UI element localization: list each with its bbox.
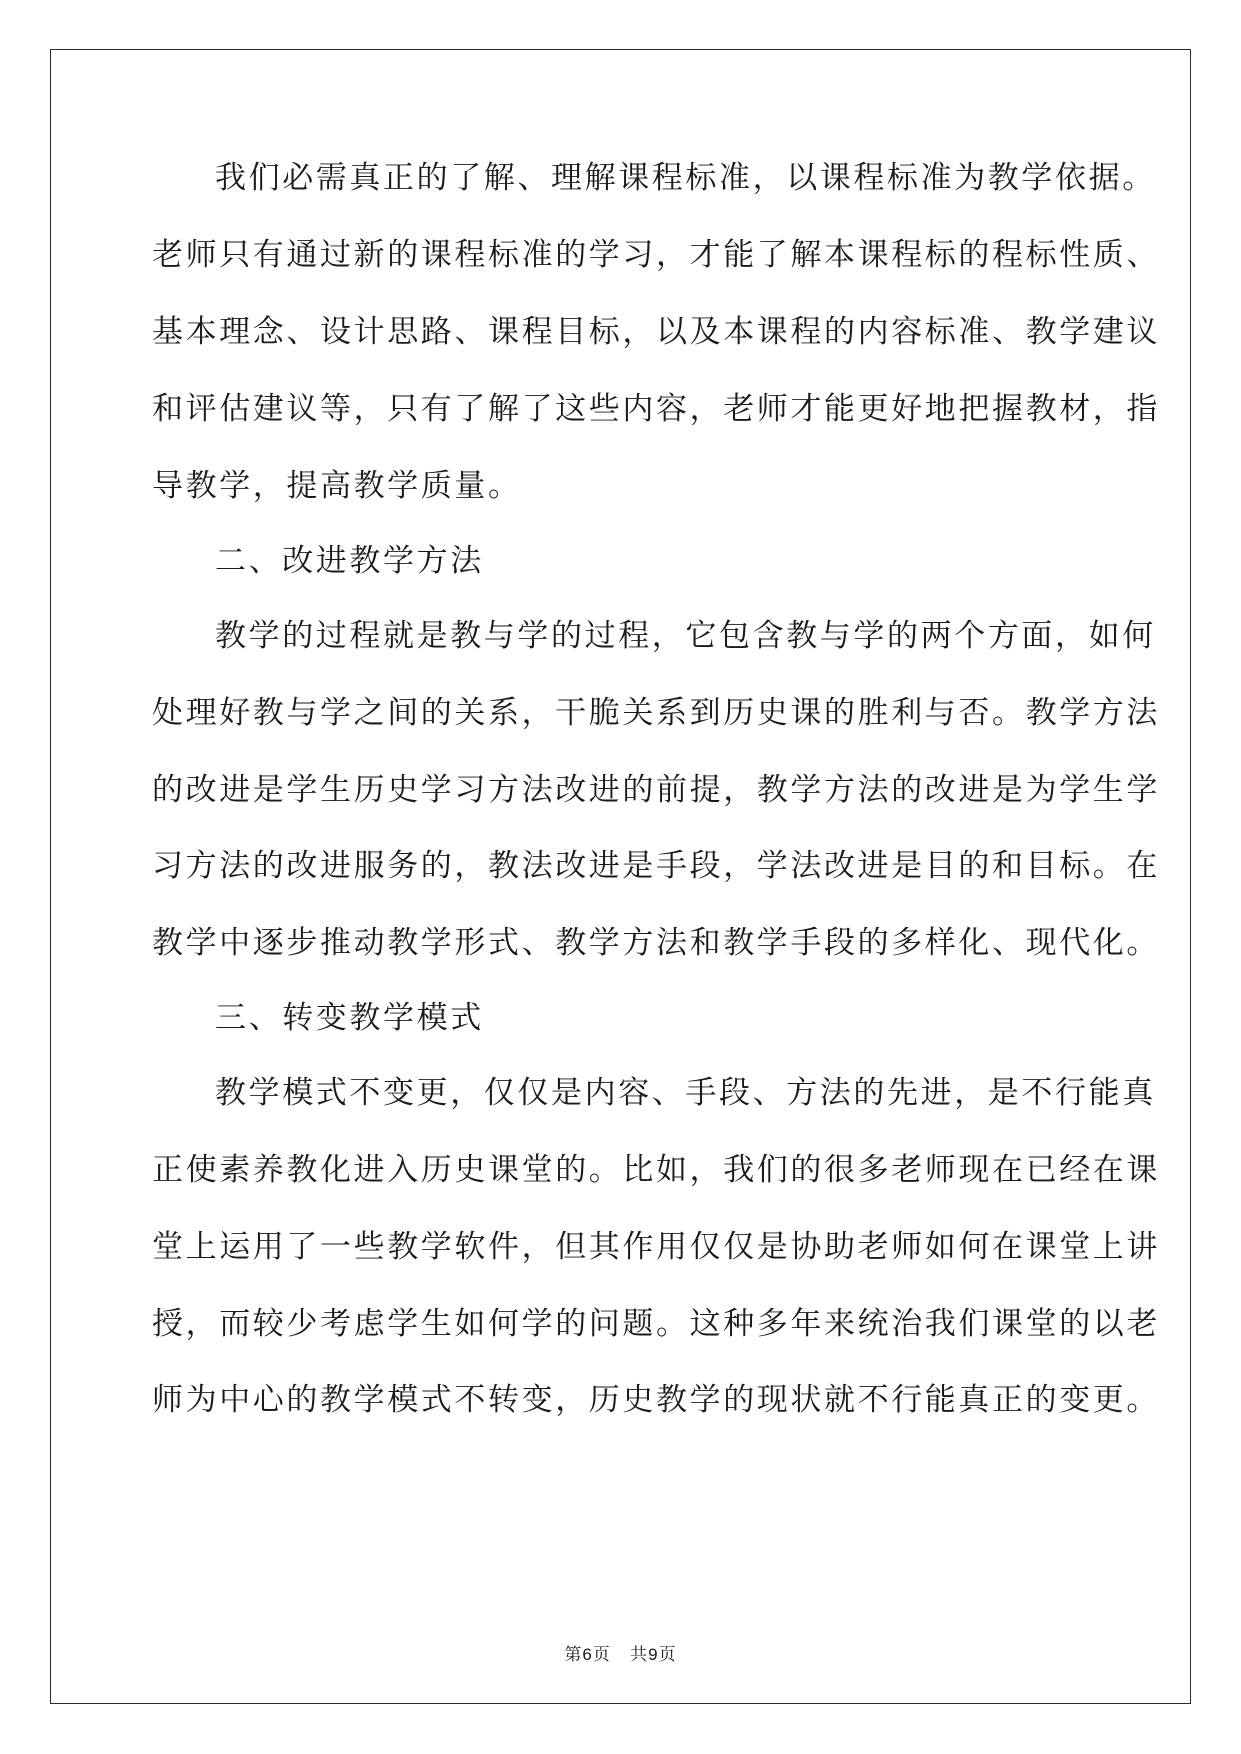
text-line: 我们必需真正的了解、理解课程标准，以课程标准为教学依据。: [215, 160, 1156, 196]
text-line: 导教学，提高教学质量。: [152, 468, 522, 504]
text-line: 习方法的改进服务的，教法改进是手段，学法改进是目的和目标。在: [152, 848, 1160, 884]
text-line: 的改进是学生历史学习方法改进的前提，教学方法的改进是为学生学: [152, 772, 1160, 808]
text-line: 处理好教与学之间的关系，干脆关系到历史课的胜利与否。教学方法: [152, 695, 1160, 731]
text-line: 正使素养教化进入历史课堂的。比如，我们的很多老师现在已经在课: [152, 1152, 1160, 1188]
total-pages: 9: [648, 1645, 659, 1664]
page-number: 6: [582, 1645, 593, 1664]
total-suffix: 页: [658, 1645, 677, 1665]
section-heading: 三、转变教学模式: [215, 1000, 484, 1036]
text-line: 基本理念、设计思路、课程目标，以及本课程的内容标准、教学建议: [152, 314, 1160, 350]
text-line: 授，而较少考虑学生如何学的问题。这种多年来统治我们课堂的以老: [152, 1306, 1160, 1342]
text-line: 教学模式不变更，仅仅是内容、手段、方法的先进，是不行能真: [215, 1075, 1156, 1111]
text-line: 和评估建议等，只有了解了这些内容，老师才能更好地把握教材，指: [152, 391, 1160, 427]
page-suffix: 页: [592, 1645, 611, 1665]
page-footer: [0, 1640, 1241, 1665]
text-line: 老师只有通过新的课程标准的学习，才能了解本课程标的程标性质、: [152, 237, 1160, 273]
page-prefix: 第: [564, 1645, 583, 1665]
section-heading: 二、改进教学方法: [215, 543, 484, 579]
text-line: 师为中心的教学模式不转变，历史教学的现状就不行能真正的变更。: [152, 1382, 1160, 1418]
text-line: 教学的过程就是教与学的过程，它包含教与学的两个方面，如何: [215, 618, 1156, 654]
text-line: 教学中逐步推动教学形式、教学方法和教学手段的多样化、现代化。: [152, 925, 1160, 961]
text-line: 堂上运用了一些教学软件，但其作用仅仅是协助老师如何在课堂上讲: [152, 1229, 1160, 1265]
total-prefix: 共: [630, 1645, 649, 1665]
